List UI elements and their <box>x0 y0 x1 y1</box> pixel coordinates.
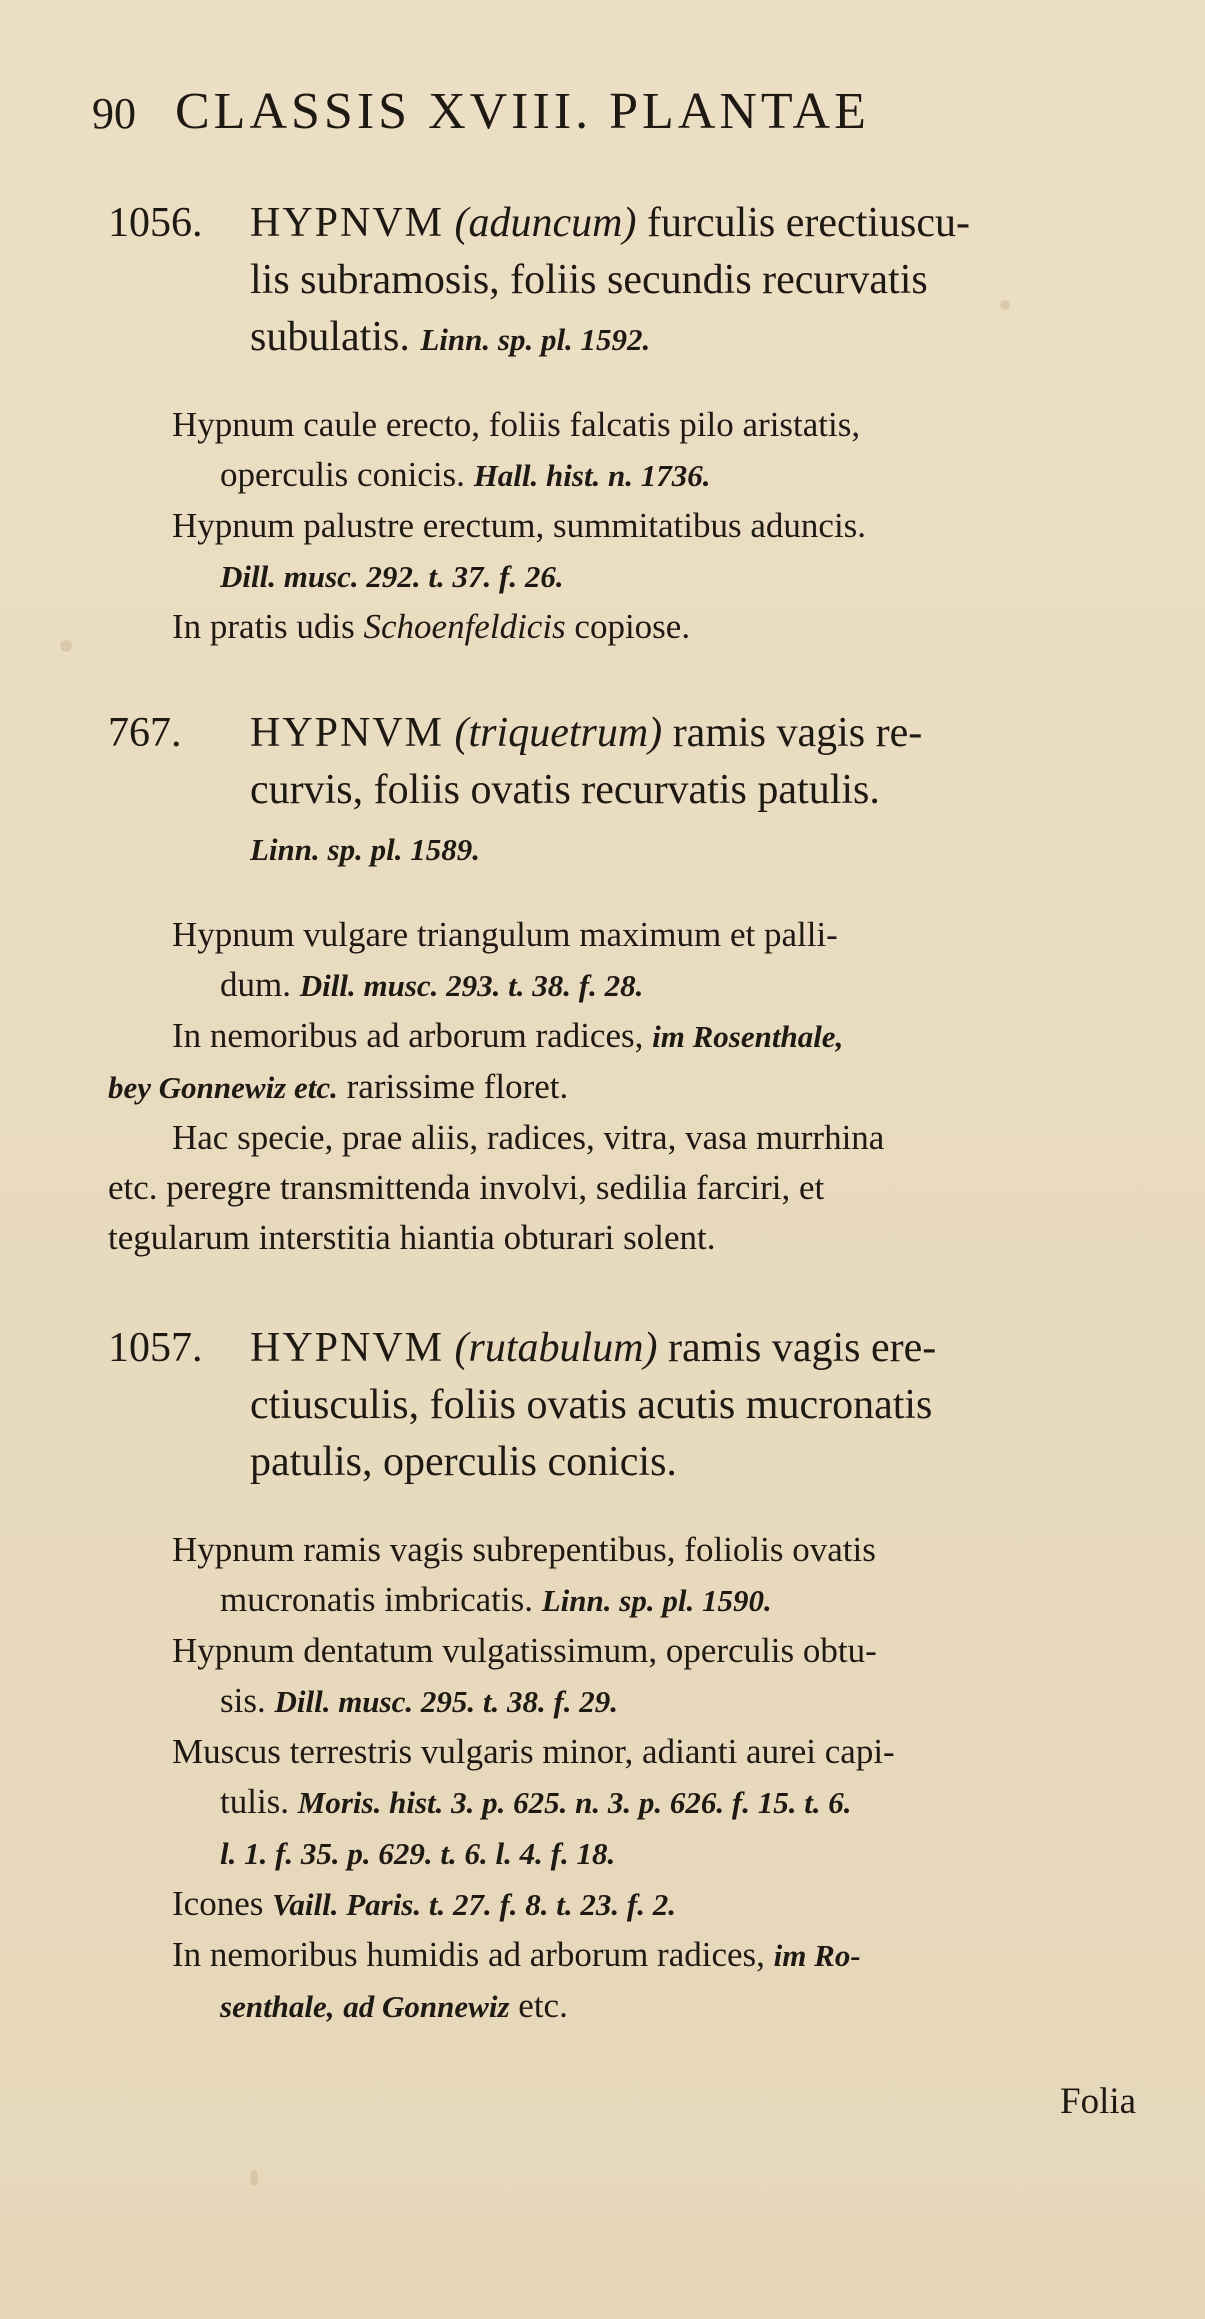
reference: Moris. hist. 3. p. 625. n. 3. p. 626. f. 15. t. 6. <box>297 1785 852 1820</box>
habitat-place: im Ro- <box>773 1938 861 1973</box>
page-number: 90 <box>92 89 136 138</box>
habitat-place: senthale, <box>220 1989 335 2024</box>
note-line: Hac specie, prae aliis, radices, vitra, vasa murrhina <box>172 1118 885 1157</box>
species-name: (triquetrum) <box>454 710 663 756</box>
synonym-line: Hypnum vulgare triangulum maximum et palli- <box>172 915 838 954</box>
synonym-line: Hypnum caule erecto, foliis falcatis pilo aristatis, <box>172 405 861 444</box>
synonym-line: Hypnum ramis vagis subrepentibus, foliolis ovatis <box>172 1530 876 1569</box>
synonyms-1056 <box>108 400 1168 652</box>
habitat-text: rarissime floret. <box>346 1067 569 1106</box>
reference: Dill. musc. 295. t. 38. f. 29. <box>274 1684 619 1719</box>
synonym-line: Muscus terrestris vulgaris minor, adianti aurei capi- <box>172 1732 895 1771</box>
diagnosis-line: ramis vagis re- <box>672 710 923 756</box>
diagnosis-line: subulatis. <box>250 314 410 360</box>
synonym-line: dum. <box>220 965 291 1004</box>
reference: Linn. sp. pl. 1590. <box>541 1583 772 1618</box>
habitat-text: In pratis udis <box>172 607 355 646</box>
habitat-text: copiose. <box>574 607 691 646</box>
diagnosis-line: lis subramosis, foliis secundis recurvatis <box>250 257 928 303</box>
entry-767 <box>108 705 1168 878</box>
icones-label: Icones <box>172 1884 264 1923</box>
reference: Linn. sp. pl. 1589. <box>250 832 480 867</box>
genus-name: HYPNVM <box>250 1325 445 1371</box>
synonym-line: Hypnum dentatum vulgatissimum, operculis obtu- <box>172 1631 877 1670</box>
diagnosis-line: ctiusculis, foliis ovatis acutis mucronatis <box>250 1382 933 1428</box>
entry-number: 1056. <box>108 200 203 246</box>
synonym-line: operculis conicis. <box>220 455 465 494</box>
reference: l. 1. f. 35. p. 629. t. 6. l. 4. f. 18. <box>220 1836 616 1871</box>
reference: Vaill. Paris. t. 27. f. 8. t. 23. f. 2. <box>272 1887 676 1922</box>
entry-number: 1057. <box>108 1325 203 1371</box>
habitat-text: In nemoribus ad arborum radices, <box>172 1016 644 1055</box>
habitat-place: ad Gonnewiz <box>343 1989 510 2024</box>
diagnosis-line: ramis vagis ere- <box>668 1325 937 1371</box>
diagnosis-line: patulis, operculis conicis. <box>250 1439 677 1485</box>
habitat-place: Schoenfeldicis <box>363 607 566 646</box>
diagnosis-line: curvis, foliis ovatis recurvatis patulis. <box>250 767 880 813</box>
habitat-place: im Rosenthale, <box>652 1019 844 1054</box>
foxing-spot <box>250 2170 258 2186</box>
synonyms-767 <box>108 910 1168 1263</box>
habitat-text: etc. <box>518 1986 568 2025</box>
reference: Dill. musc. 292. t. 37. f. 26. <box>220 559 564 594</box>
genus-name: HYPNVM <box>250 200 445 246</box>
page-header <box>92 82 1132 152</box>
synonyms-1057 <box>108 1525 1168 2032</box>
note-line: tegularum interstitia hiantia obturari solent. <box>108 1218 716 1257</box>
synonym-line: mucronatis imbricatis. <box>220 1580 533 1619</box>
catchword: Folia <box>1060 2081 1137 2122</box>
diagnosis-line: furculis erectiuscu- <box>646 200 971 246</box>
habitat-place: bey Gonnewiz etc. <box>108 1070 338 1105</box>
foxing-spot <box>60 640 72 652</box>
synonym-line: tulis. <box>220 1782 290 1821</box>
entry-1056 <box>108 195 1168 368</box>
running-title: CLASSIS XVIII. PLANTAE <box>175 83 870 140</box>
species-name: (rutabulum) <box>454 1325 658 1371</box>
reference: Linn. sp. pl. 1592. <box>420 322 651 357</box>
entry-number: 767. <box>108 710 182 756</box>
reference: Hall. hist. n. 1736. <box>473 458 711 493</box>
reference: Dill. musc. 293. t. 38. f. 28. <box>299 968 644 1003</box>
synonym-line: Hypnum palustre erectum, summitatibus aduncis. <box>172 506 867 545</box>
note-line: etc. peregre transmittenda involvi, sedilia farciri, et <box>108 1168 825 1207</box>
synonym-line: sis. <box>220 1681 266 1720</box>
genus-name: HYPNVM <box>250 710 445 756</box>
habitat-text: In nemoribus humidis ad arborum radices, <box>172 1935 765 1974</box>
entry-1057 <box>108 1320 1168 1491</box>
species-name: (aduncum) <box>454 200 637 246</box>
